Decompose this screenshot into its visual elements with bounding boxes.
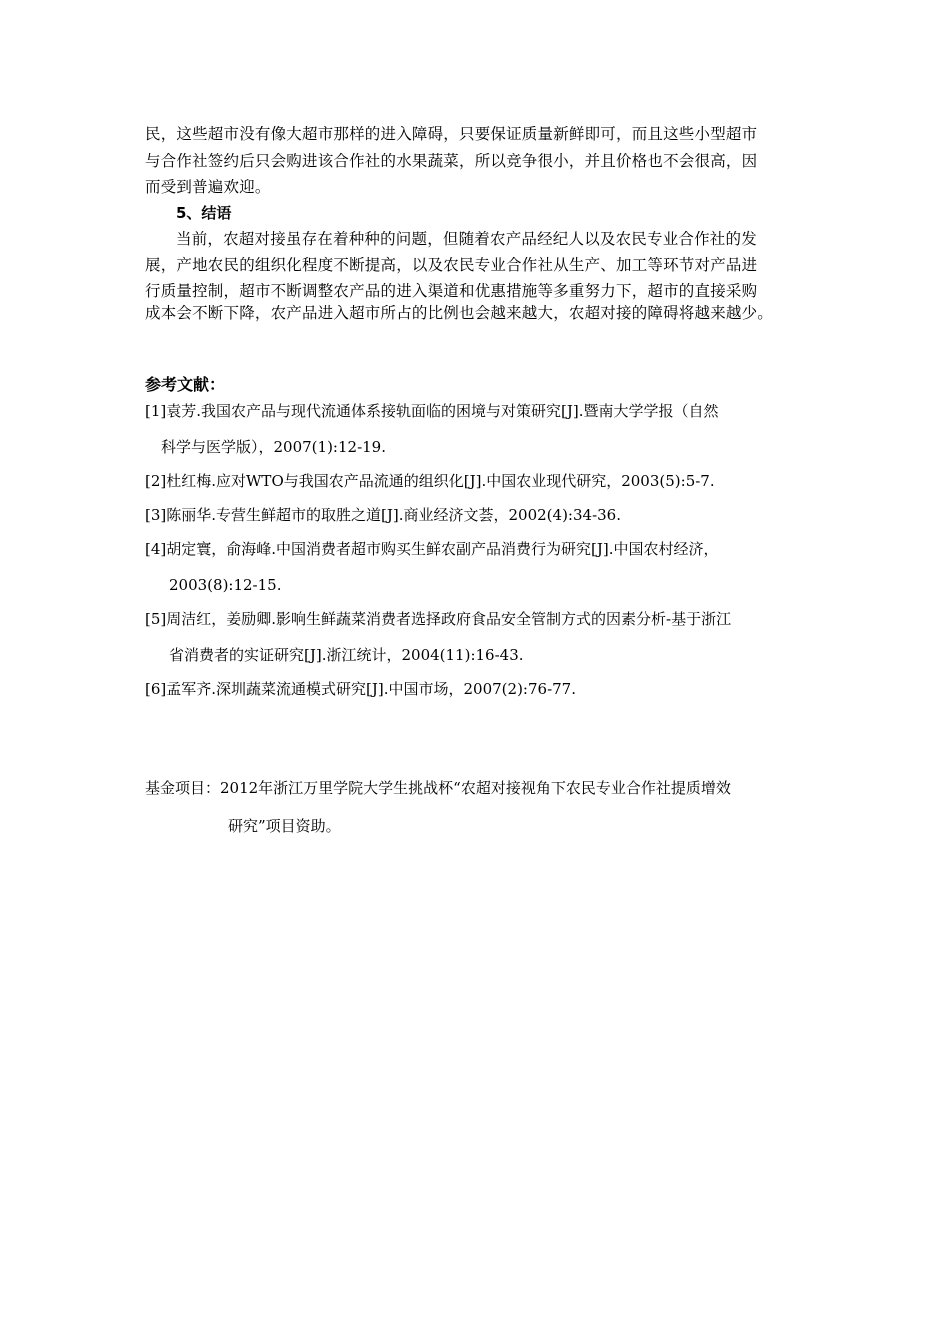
reference-4-line-2: 2003(8):12-15. <box>169 576 282 594</box>
reference-6: [6]孟军齐.深圳蔬菜流通模式研究[J].中国市场，2007(2):76-77. <box>145 680 576 698</box>
paragraph-1-line-1: 民，这些超市没有像大超市那样的进入障碍，只要保证质量新鲜即可，而且这些小型超市 <box>145 125 758 143</box>
reference-4-line-1: [4]胡定寰，俞海峰.中国消费者超市购买生鲜农副产品消费行为研究[J].中国农村经济， <box>145 540 719 558</box>
reference-5-line-1: [5]周洁红，姜励卿.影响生鲜蔬菜消费者选择政府食品安全管制方式的因素分析-基于浙江 <box>145 610 732 628</box>
paragraph-2-line-3: 行质量控制，超市不断调整农产品的进入渠道和优惠措施等多重努力下，超市的直接采购 <box>145 282 758 300</box>
paragraph-2-line-1: 当前，农超对接虽存在着种种的问题，但随着农产品经纪人以及农民专业合作社的发 <box>176 230 757 248</box>
reference-5-line-2: 省消费者的实证研究[J].浙江统计，2004(11):16-43. <box>169 646 524 664</box>
references-title: 参考文献： <box>145 375 226 394</box>
reference-3: [3]陈丽华.专营生鲜超市的取胜之道[J].商业经济文荟，2002(4):34-36. <box>145 506 621 524</box>
paragraph-1-line-2: 与合作社签约后只会购进该合作社的水果蔬菜，所以竞争很小，并且价格也不会很高，因 <box>145 152 758 170</box>
funding-line-2: 研究”项目资助。 <box>228 817 341 835</box>
reference-1-line-1: [1]袁芳.我国农产品与现代流通体系接轨面临的困境与对策研究[J].暨南大学学报（自然 <box>145 402 719 420</box>
paragraph-2-line-2: 展，产地农民的组织化程度不断提高，以及农民专业合作社从生产、加工等环节对产品进 <box>145 256 758 274</box>
paragraph-2-line-4: 成本会不断下降，农产品进入超市所占的比例也会越来越大，农超对接的障碍将越来越少。 <box>145 304 774 322</box>
paragraph-1-line-3: 而受到普遍欢迎。 <box>145 178 271 196</box>
reference-1-line-2: 科学与医学版），2007(1):12-19. <box>161 438 386 456</box>
section-5-heading: 5、结语 <box>176 204 232 222</box>
reference-2: [2]杜红梅.应对WTO与我国农产品流通的组织化[J].中国农业现代研究，2003(5):5-7. <box>145 472 715 490</box>
funding-line-1: 基金项目：2012年浙江万里学院大学生挑战杯“农超对接视角下农民专业合作社提质增效 <box>145 779 731 797</box>
